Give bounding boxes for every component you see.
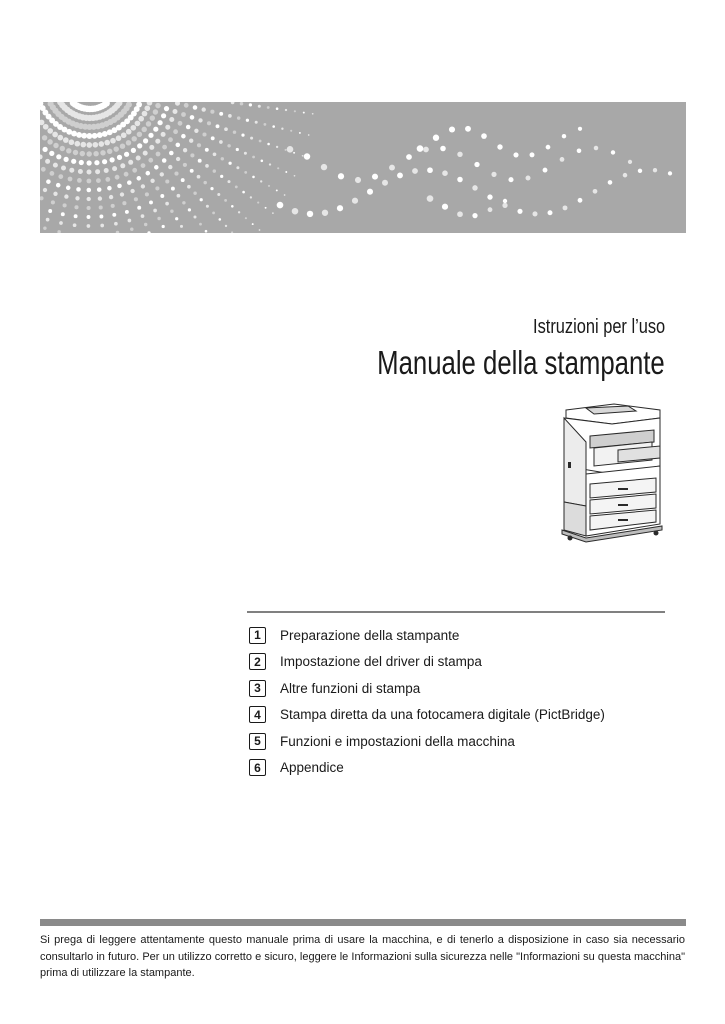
chapter-title: Funzioni e impostazioni della macchina xyxy=(280,733,515,749)
toc-item-5[interactable] xyxy=(247,728,605,755)
toc-divider xyxy=(247,611,665,613)
toc-item-6[interactable] xyxy=(247,755,605,782)
dot-pattern-graphic xyxy=(40,102,686,233)
chapter-title: Altre funzioni di stampa xyxy=(280,680,421,696)
multifunction-printer-icon xyxy=(556,402,668,548)
chapter-title: Stampa diretta da una fotocamera digitale (PictBridge) xyxy=(280,707,605,723)
chapter-number-badge: 6 xyxy=(249,759,266,776)
chapter-title: Impostazione del driver di stampa xyxy=(280,654,482,670)
table-of-contents xyxy=(247,622,605,781)
chapter-number-badge: 2 xyxy=(249,653,266,670)
toc-item-2[interactable] xyxy=(247,649,605,676)
chapter-number-badge: 1 xyxy=(249,627,266,644)
chapter-title: Appendice xyxy=(280,760,344,776)
toc-item-3[interactable] xyxy=(247,675,605,702)
footer-safety-note: Si prega di leggere attentamente questo manuale prima di usare la macchina, e di tenerlo a disposizione in caso sia necessario consultarlo in futuro. Per un utilizzo corretto e sicuro, leggere le Informazioni sulla sicurezza nelle "Informazioni su questa macchina" prima di utilizzare la stampante. xyxy=(40,934,685,979)
cover-banner xyxy=(40,102,686,233)
manual-series-title: Istruzioni per l’uso xyxy=(532,316,665,338)
chapter-number-badge: 5 xyxy=(249,733,266,750)
chapter-number-badge: 3 xyxy=(249,680,266,697)
toc-item-1[interactable] xyxy=(247,622,605,649)
manual-title: Manuale della stampante xyxy=(377,344,665,381)
chapter-number-badge: 4 xyxy=(249,706,266,723)
footer-divider xyxy=(40,919,686,926)
toc-item-4[interactable] xyxy=(247,702,605,729)
chapter-title: Preparazione della stampante xyxy=(280,627,460,643)
